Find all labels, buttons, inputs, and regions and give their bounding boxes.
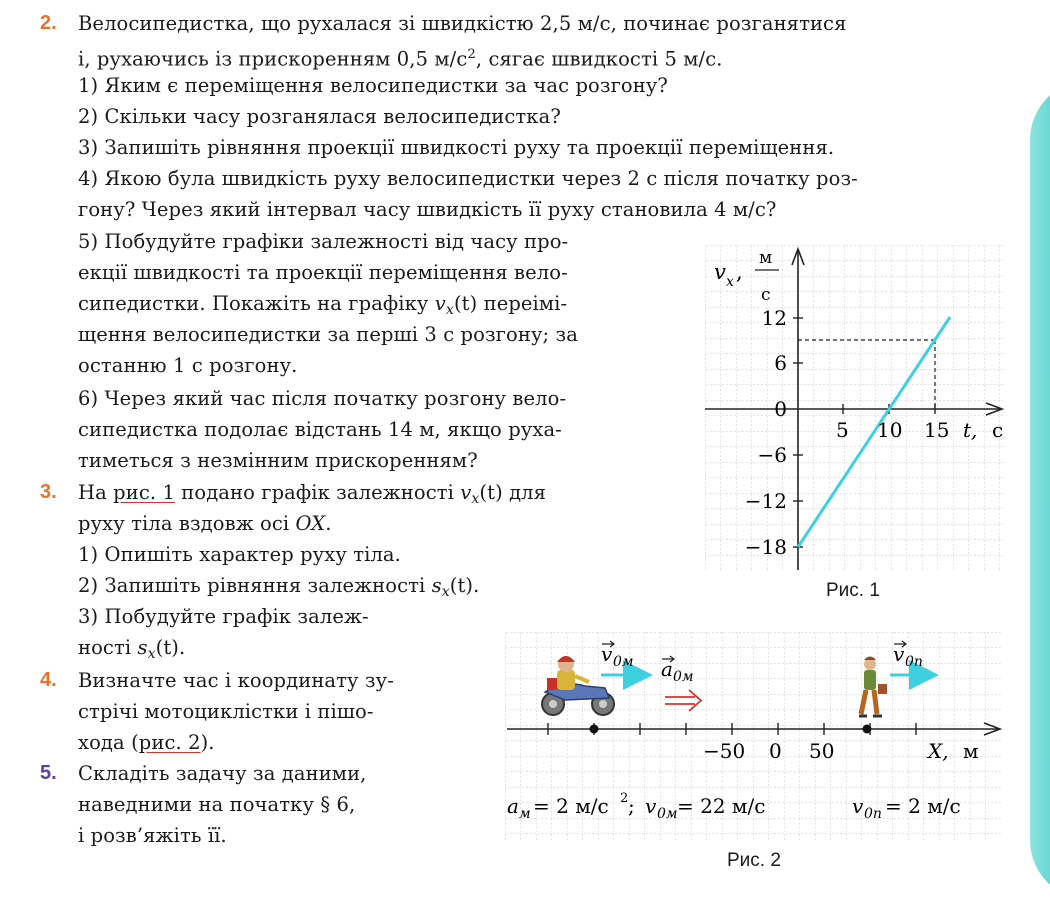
sx-arg-2: (t). bbox=[155, 636, 186, 659]
problem-2-line-2 bbox=[78, 39, 723, 74]
fig-1-reference-link[interactable]: рис. 1 bbox=[113, 481, 175, 504]
problem-5-line-2: наведними на початку § 6, bbox=[78, 793, 356, 816]
problem-2-q5-line-3-a: сипедистки. Покажіть на графіку bbox=[78, 292, 435, 315]
fig1-ylabel-6: 6 bbox=[774, 351, 787, 375]
problem-3-q2-a: 2) Запишіть рівняння залежності bbox=[78, 574, 432, 597]
fig2-tick-0: 0 bbox=[769, 739, 782, 763]
figure-2-motion-diagram bbox=[505, 632, 1005, 847]
problem-4-line-3-a: хода ( bbox=[78, 731, 139, 754]
problem-5-number: 5. bbox=[40, 762, 57, 784]
problem-2-q6-line-3: тиметься з незмінним прискоренням? bbox=[78, 449, 478, 472]
fig1-x-axis-unit: с bbox=[992, 418, 1004, 442]
problem-3-line-1-b: подано графік залежності bbox=[174, 481, 461, 504]
problem-2-q5-line-1: 5) Побудуйте графіки залежності від часу про- bbox=[78, 230, 569, 253]
fig2-pedestrian-position bbox=[863, 725, 872, 734]
problem-2-line-2-b: , сягає швидкості 5 м/с. bbox=[475, 47, 723, 71]
fig2-param-a-value: = 2 м/с bbox=[533, 794, 609, 818]
fig1-x-axis-label: t, bbox=[963, 418, 978, 442]
fig1-xlabel-5: 5 bbox=[836, 418, 849, 442]
fig2-v0p-symbol: v bbox=[893, 642, 905, 666]
page-edge-decoration bbox=[1030, 80, 1050, 900]
vx-t-sub-2: x bbox=[471, 491, 480, 508]
figure-2-caption: Рис. 2 bbox=[727, 850, 781, 871]
fig2-axis-unit: м bbox=[963, 739, 979, 763]
sx-arg: (t). bbox=[449, 574, 480, 597]
problem-2-q4-line-1: 4) Якою була швидкість руху велосипедистки через 2 с після початку роз- bbox=[78, 167, 858, 190]
problem-5-line-1: Складіть задачу за даними, bbox=[78, 762, 367, 785]
fig2-param-v0m-value: = 22 м/с bbox=[677, 794, 766, 818]
fig1-ylabel-12: 12 bbox=[761, 306, 787, 330]
fig2-param-a-symbol: a bbox=[507, 794, 519, 818]
problem-3-line-1-c: для bbox=[502, 481, 547, 504]
problem-3-line-2-b: . bbox=[325, 512, 332, 535]
problem-2-q4-line-2: гону? Через який інтервал часу швидкість її руху становила 4 м/с? bbox=[78, 198, 777, 221]
fig-2-reference-link[interactable]: рис. 2 bbox=[138, 731, 201, 754]
problem-2-q5-line-4: щення велосипедистки за перші 3 с розгону; за bbox=[78, 323, 578, 346]
vx-t-sub: x bbox=[445, 302, 454, 319]
fig1-ylabel-m18: −18 bbox=[744, 535, 787, 559]
problem-3-line-2 bbox=[78, 508, 332, 539]
fig1-xlabel-15: 15 bbox=[924, 418, 950, 442]
problem-2-q3: 3) Запишіть рівняння проекції швидкості руху та проекції переміщення. bbox=[78, 136, 835, 159]
problem-3-q3-line-2-a: ності bbox=[78, 636, 138, 659]
vx-t-v-2: v bbox=[460, 481, 472, 504]
fig2-param-a-sub: м bbox=[519, 806, 531, 822]
problem-3-number: 3. bbox=[40, 481, 57, 503]
fig1-y-axis-label-sub: x bbox=[726, 274, 734, 290]
vx-t-arg: (t) bbox=[453, 292, 478, 315]
fig1-y-axis-label-comma: , bbox=[736, 260, 743, 284]
problem-2-q5-line-5: останню 1 с розгону. bbox=[78, 354, 298, 377]
fig1-ylabel-m12: −12 bbox=[744, 489, 787, 513]
problem-3-line-1-a: На bbox=[78, 481, 114, 504]
fig2-v0m-subscript: 0м bbox=[613, 654, 634, 670]
problem-2-q5-line-2: екції швидкості та проекції переміщення вело- bbox=[78, 261, 568, 284]
fig2-v0m-symbol: v bbox=[601, 642, 613, 666]
ox-axis-label: OX bbox=[295, 512, 326, 535]
problem-4-line-3 bbox=[78, 727, 215, 758]
problem-2-q6-line-1: 6) Через який час після початку розгону вело- bbox=[78, 387, 567, 410]
superscript-2: 2 bbox=[467, 47, 476, 62]
fig2-param-a-semicolon: ; bbox=[628, 794, 635, 818]
problem-2-q6-line-2: сипедистка подолає відстань 14 м, якщо руха- bbox=[78, 418, 562, 441]
problem-2-line-1: Велосипедистка, що рухалася зі швидкістю 2,5 м/с, починає розганятися bbox=[78, 12, 847, 35]
sx-sub-2: x bbox=[147, 646, 156, 663]
fig2-tick-m50: −50 bbox=[703, 739, 746, 763]
fig2-motorcyclist-position bbox=[590, 725, 599, 734]
fig2-v0p-subscript: 0п bbox=[905, 654, 923, 670]
fig2-param-v0m-sub: 0м bbox=[657, 806, 678, 822]
figure-1-velocity-graph bbox=[705, 245, 1020, 575]
problem-3-q1: 1) Опишіть характер руху тіла. bbox=[78, 543, 401, 566]
fig2-param-v0p-symbol: v bbox=[852, 794, 864, 818]
problem-2-q5-line-3-b: переімі- bbox=[477, 292, 568, 315]
problem-4-line-2: стрічі мотоциклістки і пішо- bbox=[78, 700, 374, 723]
fig2-param-v0p-sub: 0п bbox=[864, 806, 882, 822]
problem-2-line-2-a: і, рухаючись із прискоренням 0,5 м/с bbox=[78, 47, 468, 71]
vx-t-v: v bbox=[434, 292, 446, 315]
fig1-y-axis-label-v: v bbox=[714, 260, 726, 284]
problem-4-line-1: Визначте час і координату зу- bbox=[78, 669, 394, 692]
problem-2-q1: 1) Яким є переміщення велосипедистки за час розгону? bbox=[78, 74, 668, 97]
sx-s-2: s bbox=[137, 636, 148, 659]
fig1-y-axis-unit-den: с bbox=[761, 285, 771, 305]
fig1-xlabel-10: 10 bbox=[877, 418, 903, 442]
sx-sub: x bbox=[441, 584, 450, 601]
problem-3-line-2-a: руху тіла вздовж осі bbox=[78, 512, 296, 535]
problem-4-line-3-b: ). bbox=[200, 731, 215, 754]
fig1-ylabel-0: 0 bbox=[774, 397, 787, 421]
fig1-y-axis-unit-num: м bbox=[759, 248, 773, 268]
sx-s: s bbox=[431, 574, 442, 597]
fig2-tick-50: 50 bbox=[809, 739, 835, 763]
problem-5-line-3: і розв’яжіть її. bbox=[78, 824, 227, 847]
problem-2-q2: 2) Скільки часу розганялася велосипедистка? bbox=[78, 105, 561, 128]
problem-4-number: 4. bbox=[40, 669, 57, 691]
fig2-param-v0m-symbol: v bbox=[645, 794, 657, 818]
fig2-param-a-sup: 2 bbox=[620, 791, 629, 806]
fig1-grid bbox=[705, 245, 1005, 570]
vx-t-arg-2: (t) bbox=[479, 481, 503, 504]
fig1-ylabel-m6: −6 bbox=[757, 443, 787, 467]
fig2-a0m-symbol: a bbox=[661, 657, 673, 681]
problem-3-q3-line-1: 3) Побудуйте графік залеж- bbox=[78, 605, 369, 628]
fig2-a0m-subscript: 0м bbox=[673, 669, 694, 685]
problem-2-number: 2. bbox=[40, 12, 57, 34]
fig2-axis-label: X, bbox=[928, 739, 949, 763]
figure-1-caption: Рис. 1 bbox=[826, 580, 880, 601]
fig2-param-v0p-value: = 2 м/с bbox=[885, 794, 961, 818]
